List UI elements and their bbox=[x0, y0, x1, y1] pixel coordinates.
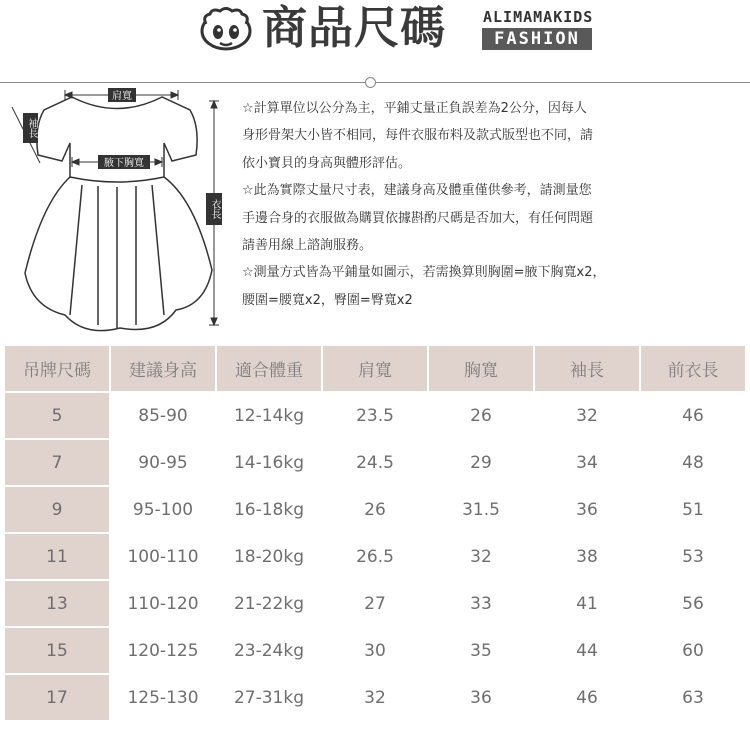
header-tag-size: 吊牌尺碼 bbox=[5, 346, 109, 391]
cell-height: 100-110 bbox=[111, 534, 215, 579]
header-weight: 適合體重 bbox=[217, 346, 321, 391]
sleeve-label-text: 袖長 bbox=[26, 118, 37, 138]
length-label-vertical bbox=[206, 193, 222, 225]
cell-chest: 31.5 bbox=[429, 487, 533, 532]
note-line: 腰圍=腰寬x2，臀圍=臀寬x2 bbox=[242, 292, 413, 308]
chest-label: 腋下胸寬 bbox=[104, 158, 144, 169]
table-row bbox=[5, 534, 745, 579]
cell-sleeve: 44 bbox=[535, 628, 639, 673]
table-row bbox=[5, 487, 745, 532]
cell-tag-size: 9 bbox=[5, 487, 109, 532]
header-front-length: 前衣長 bbox=[641, 346, 745, 391]
cell-front-length: 63 bbox=[641, 675, 745, 720]
cell-sleeve: 38 bbox=[535, 534, 639, 579]
header-height: 建議身高 bbox=[111, 346, 215, 391]
cell-shoulder: 23.5 bbox=[323, 393, 427, 438]
note-line: 請善用線上諮詢服務。 bbox=[242, 238, 373, 254]
cell-weight: 18-20kg bbox=[217, 534, 321, 579]
cell-shoulder: 26.5 bbox=[323, 534, 427, 579]
cell-sleeve: 36 bbox=[535, 487, 639, 532]
cell-weight: 16-18kg bbox=[217, 487, 321, 532]
cell-height: 90-95 bbox=[111, 440, 215, 485]
cell-height: 125-130 bbox=[111, 675, 215, 720]
cell-height: 85-90 bbox=[111, 393, 215, 438]
cell-chest: 35 bbox=[429, 628, 533, 673]
table-header-row bbox=[5, 346, 745, 391]
sleeve-label-vertical bbox=[23, 113, 38, 143]
cell-chest: 32 bbox=[429, 534, 533, 579]
cell-shoulder: 32 bbox=[323, 675, 427, 720]
size-chart-table bbox=[3, 344, 747, 722]
brand-name: ALIMAMAKIDS bbox=[483, 8, 594, 26]
sheep-logo-icon bbox=[198, 6, 254, 52]
table-row bbox=[5, 675, 745, 720]
table-row bbox=[5, 628, 745, 673]
cell-front-length: 48 bbox=[641, 440, 745, 485]
cell-height: 120-125 bbox=[111, 628, 215, 673]
cell-tag-size: 15 bbox=[5, 628, 109, 673]
cell-tag-size: 7 bbox=[5, 440, 109, 485]
cell-chest: 29 bbox=[429, 440, 533, 485]
note-line: 身形骨架大小皆不相同，每件衣服布料及款式版型也不同，請 bbox=[242, 128, 594, 144]
cell-weight: 12-14kg bbox=[217, 393, 321, 438]
cell-chest: 36 bbox=[429, 675, 533, 720]
cell-tag-size: 17 bbox=[5, 675, 109, 720]
note-line: ☆此為實際丈量尺寸表，建議身高及體重僅供參考，請測量您 bbox=[242, 183, 592, 199]
cell-chest: 33 bbox=[429, 581, 533, 626]
cell-tag-size: 13 bbox=[5, 581, 109, 626]
table-row bbox=[5, 440, 745, 485]
cell-front-length: 46 bbox=[641, 393, 745, 438]
cell-sleeve: 46 bbox=[535, 675, 639, 720]
cell-weight: 23-24kg bbox=[217, 628, 321, 673]
cell-weight: 21-22kg bbox=[217, 581, 321, 626]
cell-shoulder: 26 bbox=[323, 487, 427, 532]
table-row bbox=[5, 581, 745, 626]
note-line: 依小寶貝的身高與體形評估。 bbox=[242, 155, 412, 171]
header-sleeve: 袖長 bbox=[535, 346, 639, 391]
cell-shoulder: 27 bbox=[323, 581, 427, 626]
cell-tag-size: 11 bbox=[5, 534, 109, 579]
shoulder-label: 肩寬 bbox=[112, 91, 132, 102]
note-line: ☆測量方式皆為平鋪量如圖示，若需換算則胸圍=腋下胸寬x2， bbox=[242, 265, 606, 281]
header-chest: 胸寬 bbox=[429, 346, 533, 391]
note-line: ☆計算單位以公分為主，平鋪丈量正負誤差為2公分，因每人 bbox=[242, 101, 587, 116]
cell-height: 110-120 bbox=[111, 581, 215, 626]
header-shoulder: 肩寬 bbox=[323, 346, 427, 391]
page-header bbox=[0, 0, 750, 60]
note-line: 手邊合身的衣服做為購買依據斟酌尺碼是否加大，有任何問題 bbox=[242, 210, 594, 226]
table-row bbox=[5, 393, 745, 438]
cell-sleeve: 41 bbox=[535, 581, 639, 626]
page-title: 商品尺碼 bbox=[262, 1, 447, 54]
length-label-text: 衣長 bbox=[209, 199, 220, 219]
brand-tag: FASHION bbox=[482, 28, 592, 50]
cell-shoulder: 24.5 bbox=[323, 440, 427, 485]
cell-front-length: 56 bbox=[641, 581, 745, 626]
cell-chest: 26 bbox=[429, 393, 533, 438]
dress-outline bbox=[25, 97, 212, 331]
cell-tag-size: 5 bbox=[5, 393, 109, 438]
cell-sleeve: 34 bbox=[535, 440, 639, 485]
cell-height: 95-100 bbox=[111, 487, 215, 532]
cell-front-length: 53 bbox=[641, 534, 745, 579]
cell-front-length: 51 bbox=[641, 487, 745, 532]
cell-weight: 14-16kg bbox=[217, 440, 321, 485]
divider-circle-icon bbox=[365, 77, 376, 88]
cell-front-length: 60 bbox=[641, 628, 745, 673]
size-notes bbox=[242, 95, 712, 314]
cell-shoulder: 30 bbox=[323, 628, 427, 673]
cell-sleeve: 32 bbox=[535, 393, 639, 438]
cell-weight: 27-31kg bbox=[217, 675, 321, 720]
